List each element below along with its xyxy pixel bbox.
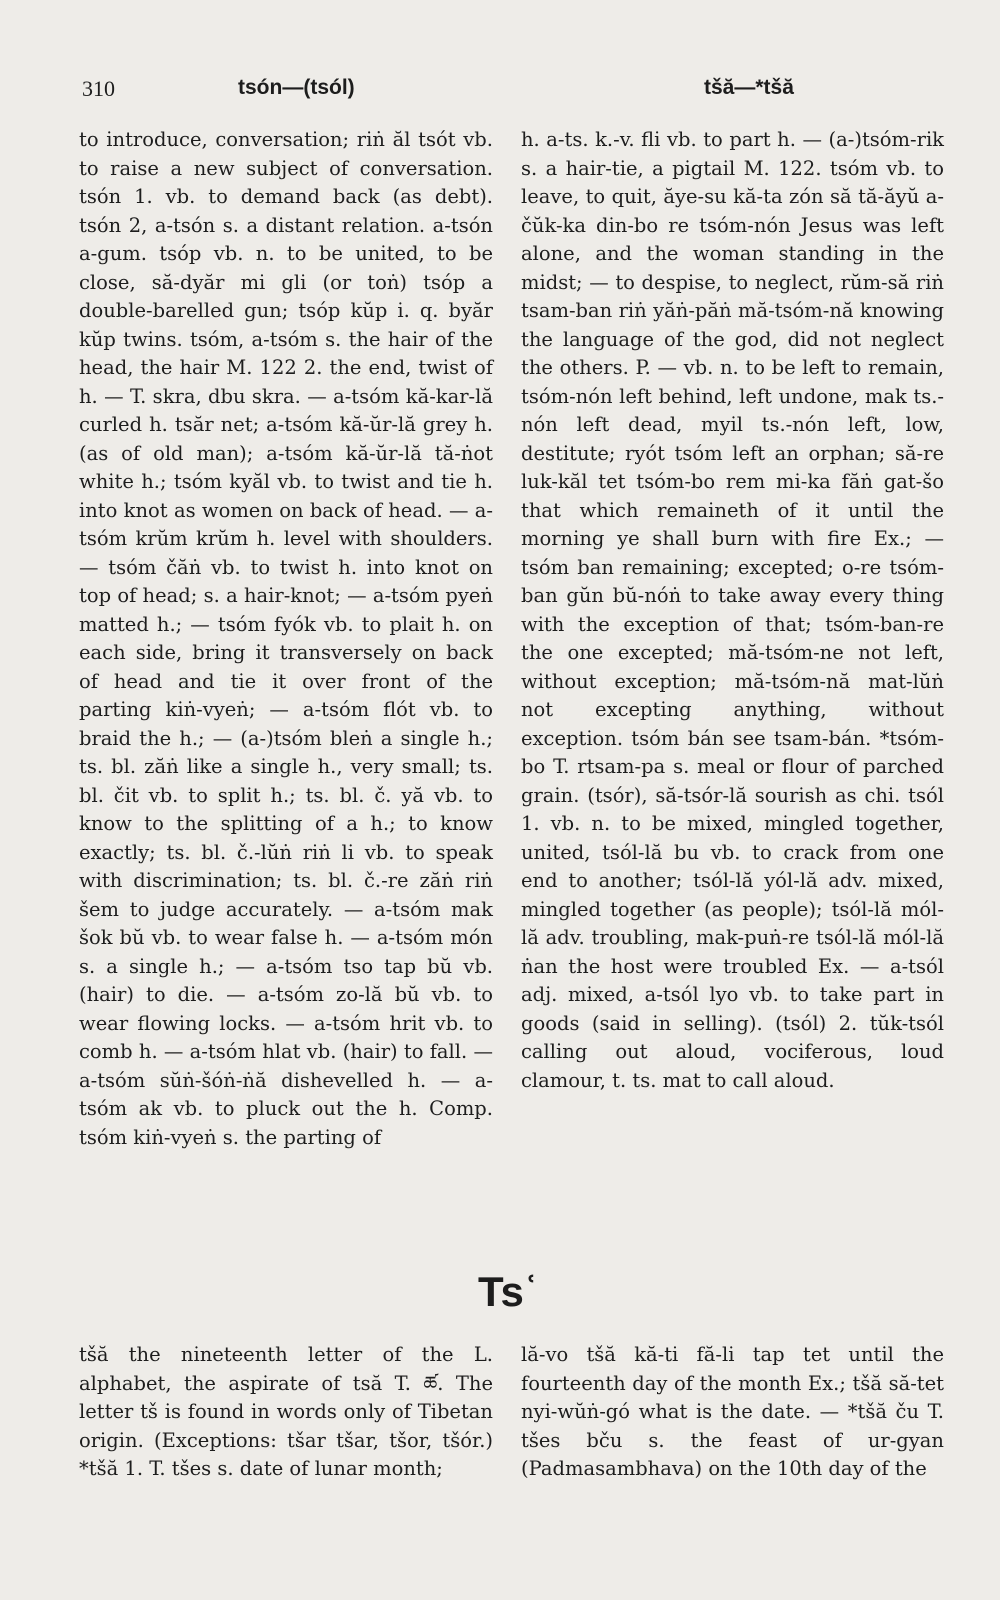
left-column: [79, 126, 493, 1152]
running-head-left: tsón—(tsól): [238, 76, 355, 99]
right-column: [521, 126, 944, 1095]
right-column-text: h. a-ts. k.-v. fli vb. to part h. — (a-)tsóm-rik s. a hair-tie, a pigtail M. 122. tsóm vb. to leave, to quit, ăye-su kă-ta zón să tă-ăyŭ a-čŭk-ka din-bo re tsóm-nón Jesus was left alone, and the woman standing in the midst; — to despise, to neglect, rŭm-să riṅ tsam-ban riṅ yăṅ-păṅ mă-tsóm-nă knowing the language of the god, did not neglect the others. P. — vb. n. to be left to remain, tsóm-nón left behind, left undone, mak ts.-nón left dead, myil ts.-nón left, low, destitute; ryót tsóm left an orphan; să-re luk-kăl tet tsóm-bo rem mi-ka făṅ gat-šo that which remaineth of it until the morning ye shall burn with fire Ex.; — tsóm ban remaining; excepted; o-re tsóm-ban gŭn bŭ-nóṅ to take away every thing with the exception of that; tsóm-ban-re the one excepted; mă-tsóm-ne not left, without exception; mă-tsóm-nă mat-lŭṅ not excepting anything, without exception. tsóm bán see tsam-bán. *tsóm-bo T. rtsam-pa s. meal or flour of parched grain. (tsór), să-tsór-lă sourish as chi. tsól 1. vb. n. to be mixed, mingled together, united, tsól-lă bu vb. to crack from one end to another; tsól-lă yól-lă adv. mixed, mingled together (as people); tsól-lă mól-lă adv. troubling, mak-puṅ-re tsól-lă mól-lă ṅan the host were troubled Ex. — a-tsól adj. mixed, a-tsól lyo vb. to take part in goods (said in selling). (tsól) 2. tŭk-tsól calling out aloud, vociferous, loud clamour, t. ts. mat to call aloud.: [521, 128, 944, 1092]
lower-left-column-text: tšă the nineteenth letter of the L. alphabet, the aspirate of tsă T. ཚ. The letter tš is found in words only of Tibetan origin. (Exceptions: tšar tšar, tšor, tšór.) *tšă 1. T. tšes s. date of lunar month;: [79, 1343, 493, 1480]
lower-right-column-text: lă-vo tšă kă-ti fă-li tap tet until the fourteenth day of the month Ex.; tšă să-tet nyi-wŭṅ-gó what is the date. — *tšă ču T. tšes bču s. the feast of ur-gyan (Padmasambhava) on the 10th day of the: [521, 1343, 944, 1480]
running-head-right: tšă—*tšă: [704, 76, 794, 99]
section-letter: Tsʿ: [478, 1268, 538, 1315]
lower-left-column: [79, 1341, 493, 1484]
lower-right-column: [521, 1341, 944, 1484]
page-number: 310: [82, 76, 115, 101]
left-column-text: to introduce, conversation; riṅ ăl tsót vb. to raise a new subject of conversation. tsón 1. vb. to demand back (as debt). tsón 2, a-tsón s. a distant relation. a-tsón a-gum. tsóp vb. n. to be united, to be close, să-dyăr mi gli (or toṅ) tsóp a double-barelled gun; tsóp kŭp i. q. byăr kŭp twins. tsóm, a-tsóm s. the hair of the head, the hair M. 122 2. the end, twist of h. — T. skra, dbu skra. — a-tsóm kă-kar-lă curled h. tsăr net; a-tsóm kă-ŭr-lă grey h. (as of old man); a-tsóm kă-ŭr-lă tă-ṅot white h.; tsóm kyăl vb. to twist and tie h. into knot as women on back of head. — a-tsóm krŭm krŭm h. level with shoulders. — tsóm čăṅ vb. to twist h. into knot on top of head; s. a hair-knot; — a-tsóm pyeṅ matted h.; — tsóm fyók vb. to plait h. on each side, bring it transversely on back of head and tie it over front of the parting kiṅ-vyeṅ; — a-tsóm flót vb. to braid the h.; — (a-)tsóm bleṅ a single h.; ts. bl. zăṅ like a single h., very small; ts. bl. čit vb. to split h.; ts. bl. č. yă vb. to know to the splitting of a h.; to know exactly; ts. bl. č.-lŭṅ riṅ li vb. to speak with discrimination; ts. bl. č.-re zăṅ riṅ šem to judge accurately. — a-tsóm mak šok bŭ vb. to wear false h. — a-tsóm món s. a single h.; — a-tsóm tso tap bŭ vb. (hair) to die. — a-tsóm zo-lă bŭ vb. to wear flowing locks. — a-tsóm hrit vb. to comb h. — a-tsóm hlat vb. (hair) to fall. — a-tsóm sŭṅ-šóṅ-ṅă dishevelled h. — a-tsóm ak vb. to pluck out the h. Comp. tsóm kiṅ-vyeṅ s. the parting of: [79, 128, 493, 1149]
